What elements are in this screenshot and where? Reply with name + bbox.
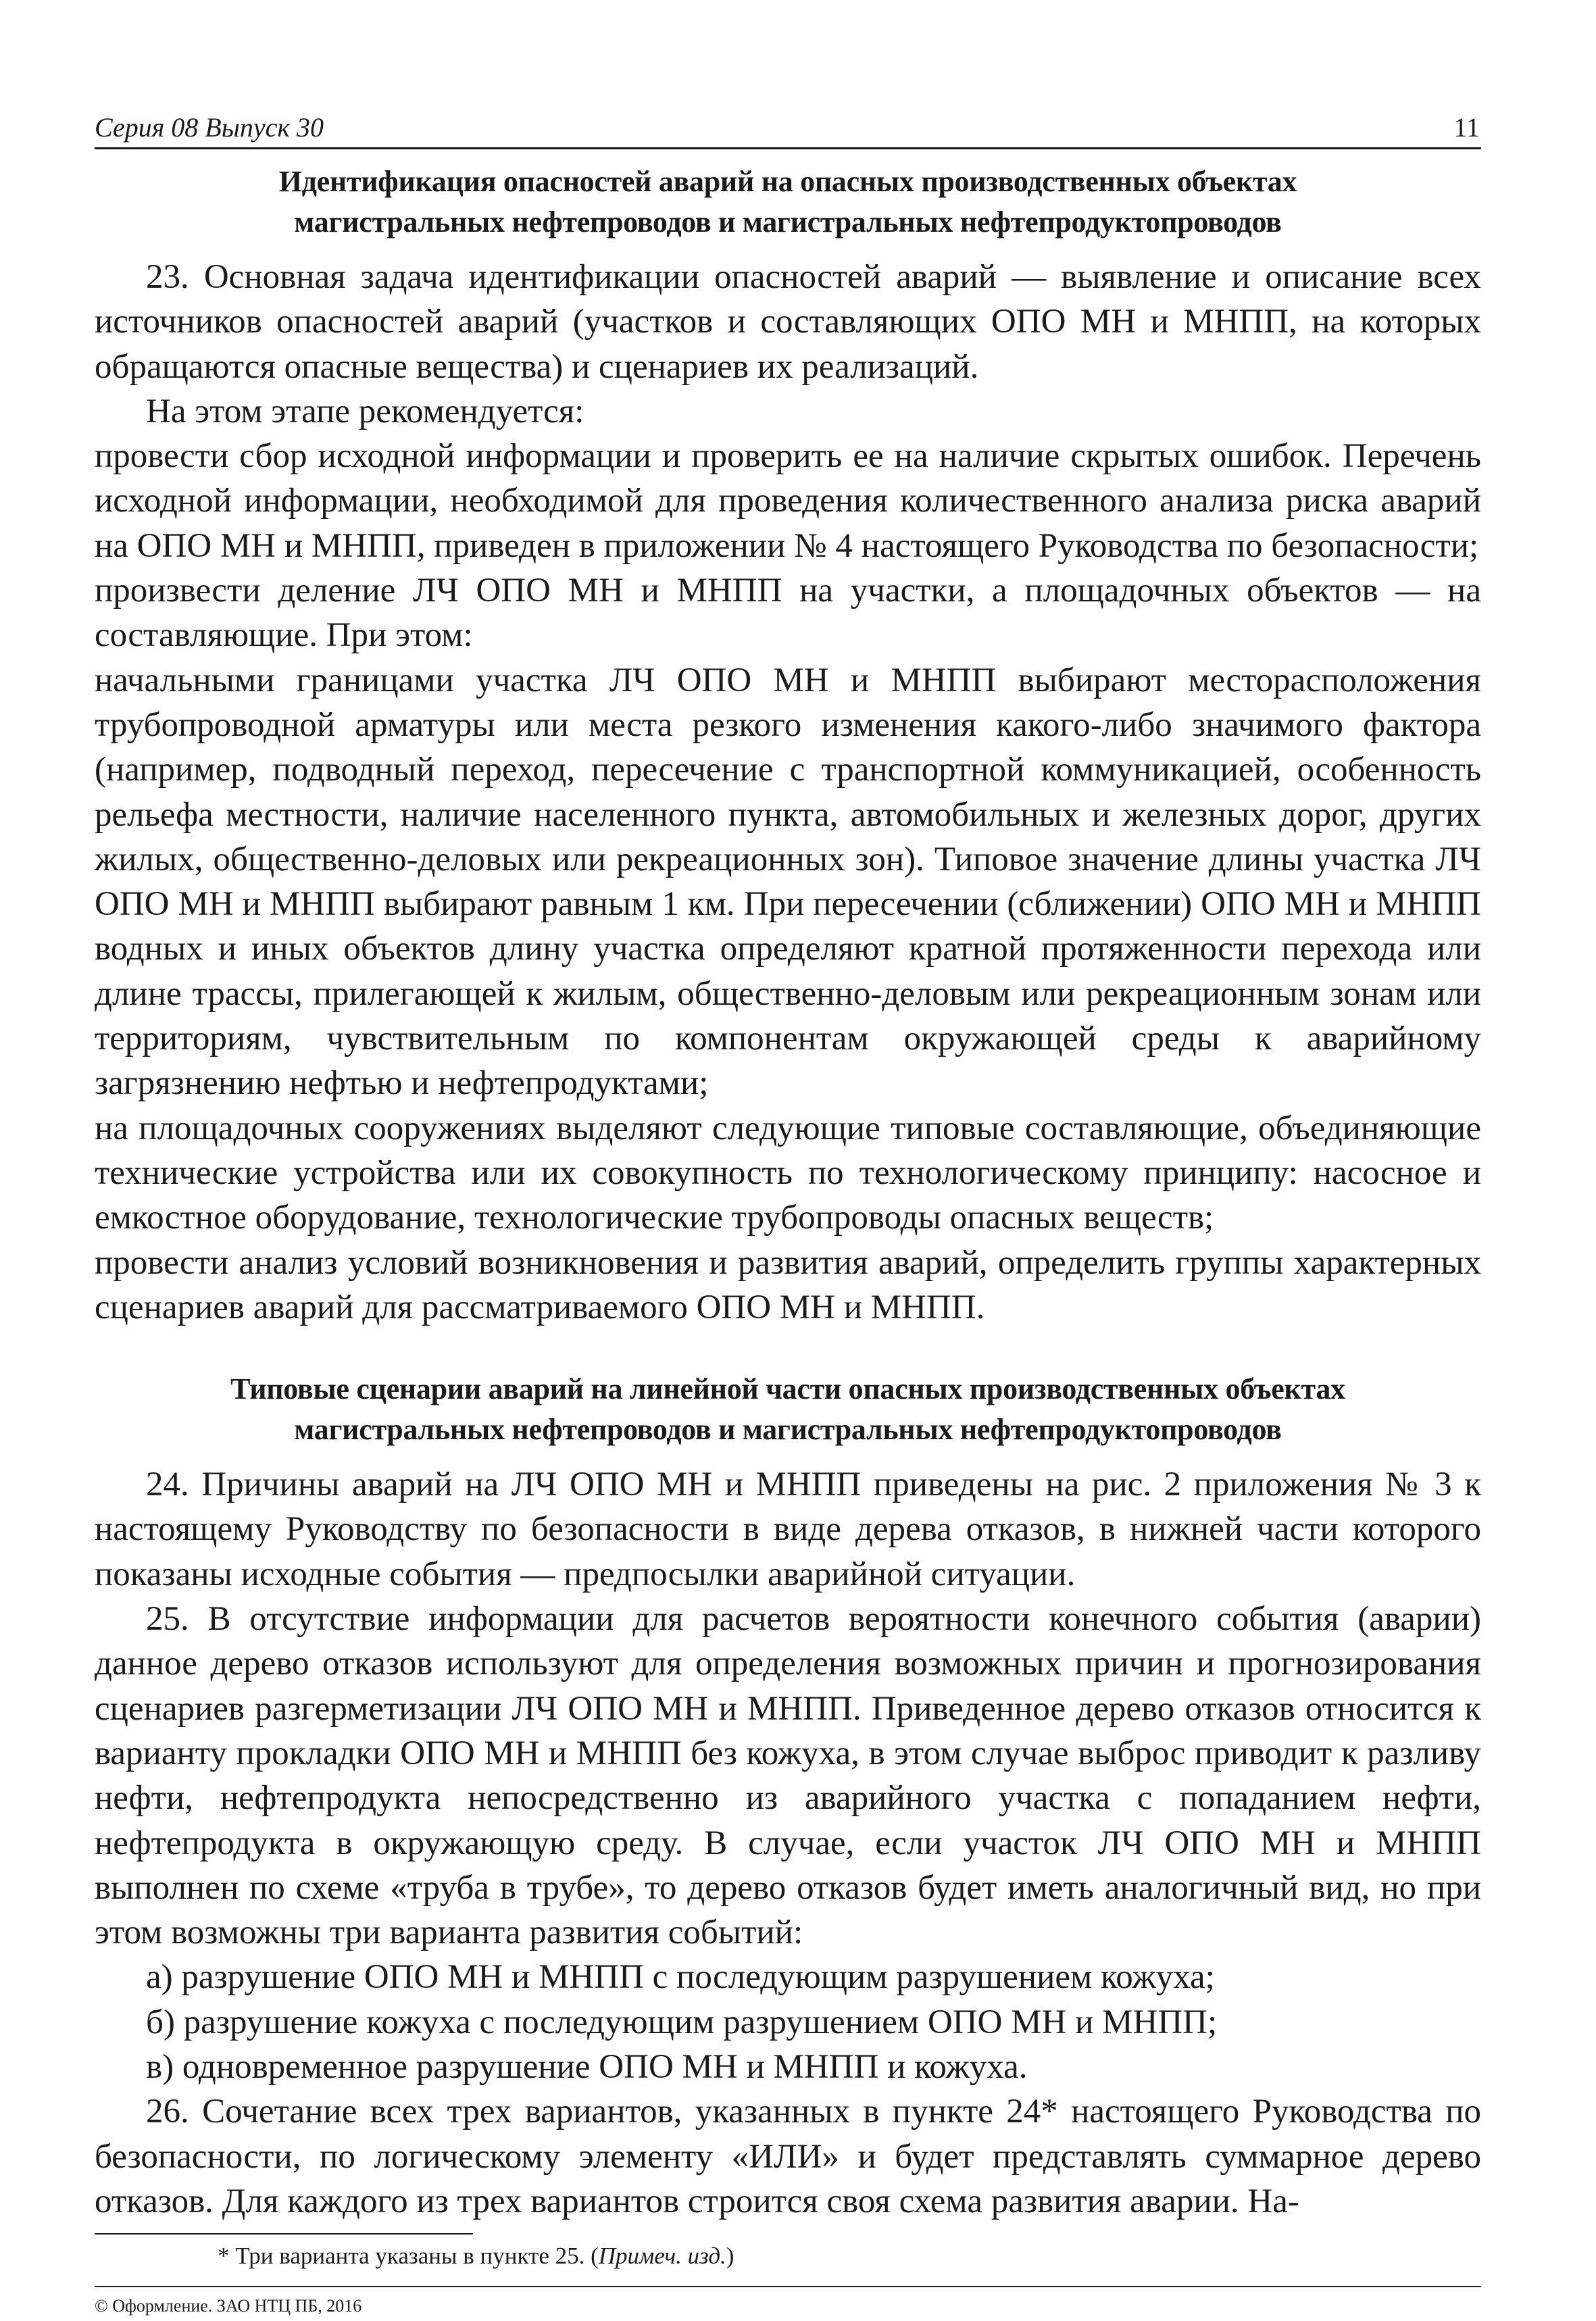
footnote bbox=[95, 2239, 1481, 2274]
paragraph-collect-info: провести сбор исходной информации и проверить ее на наличие скрытых ошибок. Перечень исходной информации, необходимой для проведения количественного анализа риска аварий на ОПО МН и МНПП, приведен в приложении № 4 настоящего Руководства по безопасности; bbox=[95, 437, 1481, 565]
section-title-identification bbox=[95, 161, 1481, 243]
paragraph-26: 26. Сочетание всех трех вариантов, указанных в пункте 24* настоящего Руководства по безопасности, по логическому элементу «ИЛИ» и будет представлять суммарное дерево отказов. Для каждого из трех вариантов строится своя схема развития аварии. На- bbox=[95, 2093, 1481, 2220]
running-head bbox=[95, 108, 1481, 149]
paragraph-site-components: на площадочных сооружениях выделяют следующие типовые составляющие, объединяющие технические устройства или их совокупность по технологическому принципу: насосное и емкостное оборудование, технологические трубопроводы опасных веществ; bbox=[95, 1109, 1481, 1237]
list-item-c: в) одновременное разрушение ОПО МН и МНПП и кожуха. bbox=[146, 2047, 1028, 2086]
section-title-line: магистральных нефтепроводов и магистральных нефтепродуктопроводов bbox=[294, 1413, 1282, 1447]
footnote-close: ) bbox=[726, 2243, 734, 2270]
list-item-b: б) разрушение кожуха с последующим разрушением ОПО МН и МНПП; bbox=[146, 2003, 1218, 2041]
series-label: Серия 08 Выпуск 30 bbox=[95, 112, 324, 143]
paragraph-25: 25. В отсутствие информации для расчетов вероятности конечного события (аварии) данное дерево отказов используют для определения возможных причин и прогнозирования сценариев разгерметизации ЛЧ ОПО МН и МНПП. Приведенное дерево отказов относится к варианту прокладки ОПО МН и МНПП без кожуха, в этом случае выброс приводит к разливу нефти, нефтепродукта непосредственно из аварийного участка с попаданием нефти, нефтепродукта в окружающую среду. В случае, если участок ЛЧ ОПО МН и МНПП выполнен по схеме «труба в трубе», то дерево отказов будет иметь аналогичный вид, но при этом возможны три варианта развития событий: bbox=[95, 1600, 1481, 1952]
paragraph-23: 23. Основная задача идентификации опасностей аварий — выявление и описание всех источников опасностей аварий (участков и составляющих ОПО МН и МНПП, на которых обращаются опасные вещества) и сценариев их реализаций. bbox=[95, 258, 1481, 386]
footnote-text: * Три варианта указаны в пункте 25. ( bbox=[218, 2243, 599, 2270]
section-title-line: магистральных нефтепроводов и магистральных нефтепродуктопроводов bbox=[294, 205, 1282, 239]
list-item-a: а) разрушение ОПО МН и МНПП с последующим разрушением кожуха; bbox=[146, 1958, 1215, 1997]
section-title-line: Типовые сценарии аварий на линейной части опасных производственных объектах bbox=[230, 1372, 1345, 1406]
paragraph-section-boundaries: начальными границами участка ЛЧ ОПО МН и МНПП выбирают месторасположения трубопроводной арматуры или места резкого изменения какого-либо значимого фактора (например, подводный переход, пересечение с транспортной коммуникацией, особенность рельефа местности, наличие населенного пункта, автомобильных и железных дорог, других жилых, общественно-деловых или рекреационных зон). Типовое значение длины участка ЛЧ ОПО МН и МНПП выбирают равным 1 км. При пересечении (сближении) ОПО МН и МНПП водных и иных объектов длину участка определяют кратной протяженности перехода или длине трассы, прилегающей к жилым, общественно-деловым или рекреационным зонам или территориям, чувствительным по компонентам окружающей среды к аварийному загрязнению нефтью и нефтепродуктами; bbox=[95, 661, 1481, 1103]
paragraph-analysis: провести анализ условий возникновения и развития аварий, определить группы характерных сценариев аварий для рассматриваемого ОПО МН и МНПП. bbox=[95, 1243, 1481, 1326]
paragraph-24: 24. Причины аварий на ЛЧ ОПО МН и МНПП приведены на рис. 2 приложения № 3 к настоящему Руководству по безопасности в виде дерева отказов, в нижней части которого показаны исходные события — предпосылки аварийной ситуации. bbox=[95, 1466, 1481, 1593]
footnote-note: Примеч. изд. bbox=[598, 2243, 726, 2270]
copyright: © Оформление. ЗАО НТЦ ПБ, 2016 bbox=[95, 2296, 362, 2316]
footnote-divider bbox=[95, 2233, 473, 2235]
paragraph-recommend: На этом этапе рекомендуется: bbox=[146, 392, 584, 430]
document-page bbox=[95, 108, 1481, 2321]
section-title-scenarios bbox=[95, 1369, 1481, 1450]
section-title-line: Идентификация опасностей аварий на опасных производственных объектах bbox=[278, 165, 1297, 198]
copyright-divider bbox=[95, 2286, 1481, 2287]
page-number: 11 bbox=[1453, 112, 1480, 143]
paragraph-divide-sections: произвести деление ЛЧ ОПО МН и МНПП на участки, а площадочных объектов — на составляющие. При этом: bbox=[95, 572, 1481, 655]
